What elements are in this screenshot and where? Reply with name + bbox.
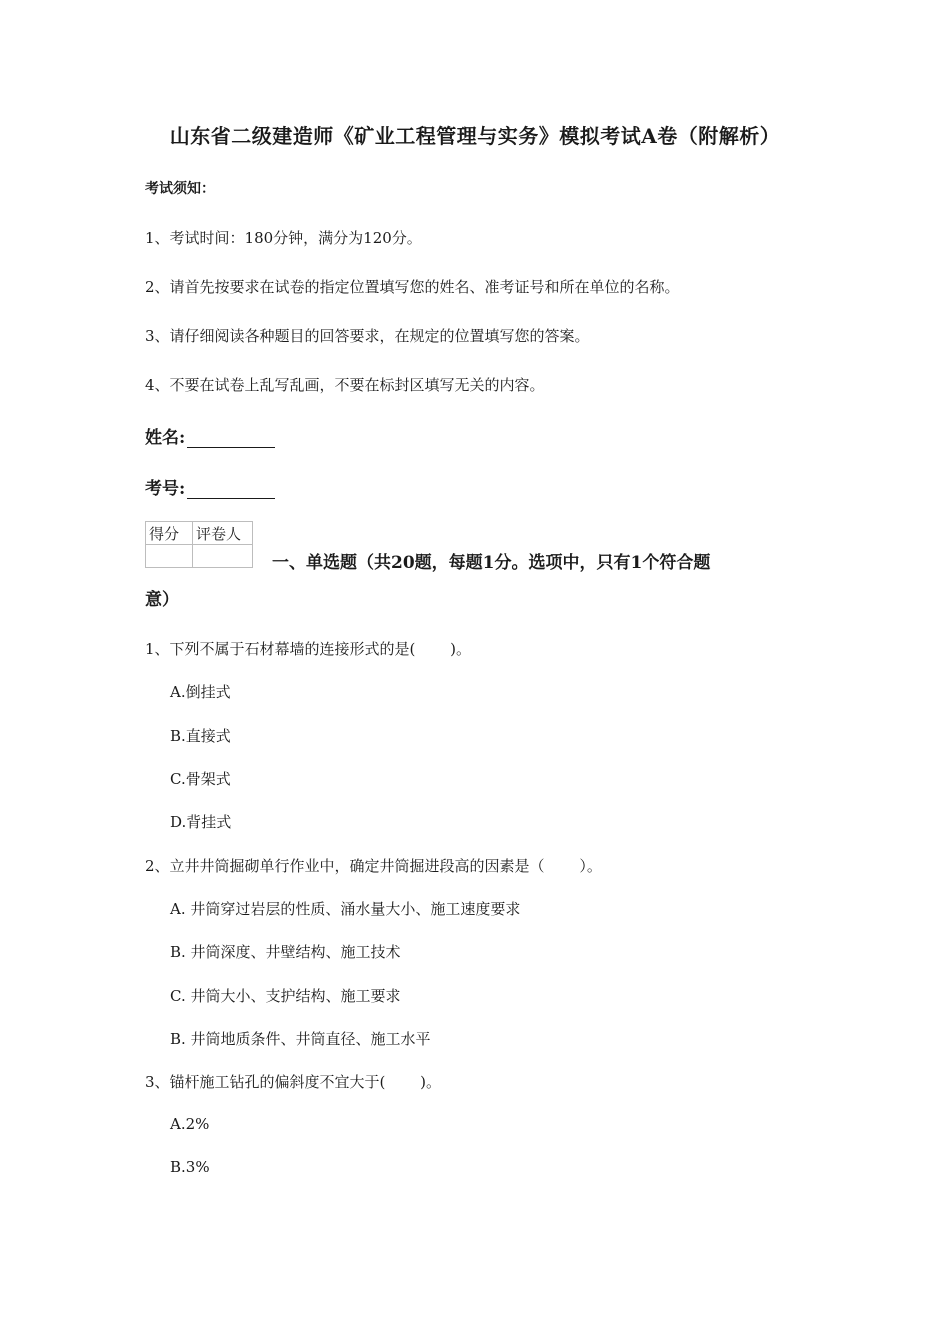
question-stem: 2、立井井筒掘砌单行作业中，确定井筒掘进段高的因素是（ ）。 (145, 857, 602, 875)
section-heading-cont: 意） (145, 590, 179, 610)
question-option: B.直接式 (170, 727, 231, 745)
score-cell[interactable] (146, 545, 193, 568)
question-option: C.骨架式 (170, 770, 231, 788)
notice-heading: 考试须知： (145, 181, 215, 197)
id-field (145, 474, 275, 499)
name-label: 姓名: (145, 428, 186, 448)
question-option: A.倒挂式 (170, 683, 231, 701)
name-blank[interactable] (187, 429, 275, 448)
question-stem: 3、锚杆施工钻孔的偏斜度不宜大于( )。 (145, 1073, 442, 1091)
notice-item: 3、请仔细阅读各种题目的回答要求，在规定的位置填写您的答案。 (145, 327, 590, 345)
id-label: 考号: (145, 479, 186, 499)
question-option: D.背挂式 (170, 813, 232, 831)
grader-header: 评卷人 (193, 522, 253, 545)
question-option: C. 井筒大小、支护结构、施工要求 (170, 987, 401, 1005)
question-option: A. 井筒穿过岩层的性质、涌水量大小、施工速度要求 (170, 900, 521, 918)
section-heading: 一、单选题（共20题，每题1分。选项中，只有1个符合题 (272, 553, 711, 573)
grader-cell[interactable] (193, 545, 253, 568)
question-option: A.2% (170, 1115, 210, 1133)
question-option: B. 井筒深度、井壁结构、施工技术 (170, 943, 401, 961)
question-option: B. 井筒地质条件、井筒直径、施工水平 (170, 1030, 431, 1048)
notice-item: 4、不要在试卷上乱写乱画，不要在标封区填写无关的内容。 (145, 376, 545, 394)
name-field (145, 423, 275, 448)
notice-item: 1、考试时间：180分钟，满分为120分。 (145, 229, 422, 247)
document-title: 山东省二级建造师《矿业工程管理与实务》模拟考试A卷（附解析） (169, 124, 781, 148)
id-blank[interactable] (187, 480, 275, 499)
score-header: 得分 (146, 522, 193, 545)
question-stem: 1、下列不属于石材幕墙的连接形式的是( )。 (145, 640, 472, 658)
score-table (145, 521, 253, 568)
question-option: B.3% (170, 1158, 210, 1176)
notice-item: 2、请首先按要求在试卷的指定位置填写您的姓名、准考证号和所在单位的名称。 (145, 278, 680, 296)
